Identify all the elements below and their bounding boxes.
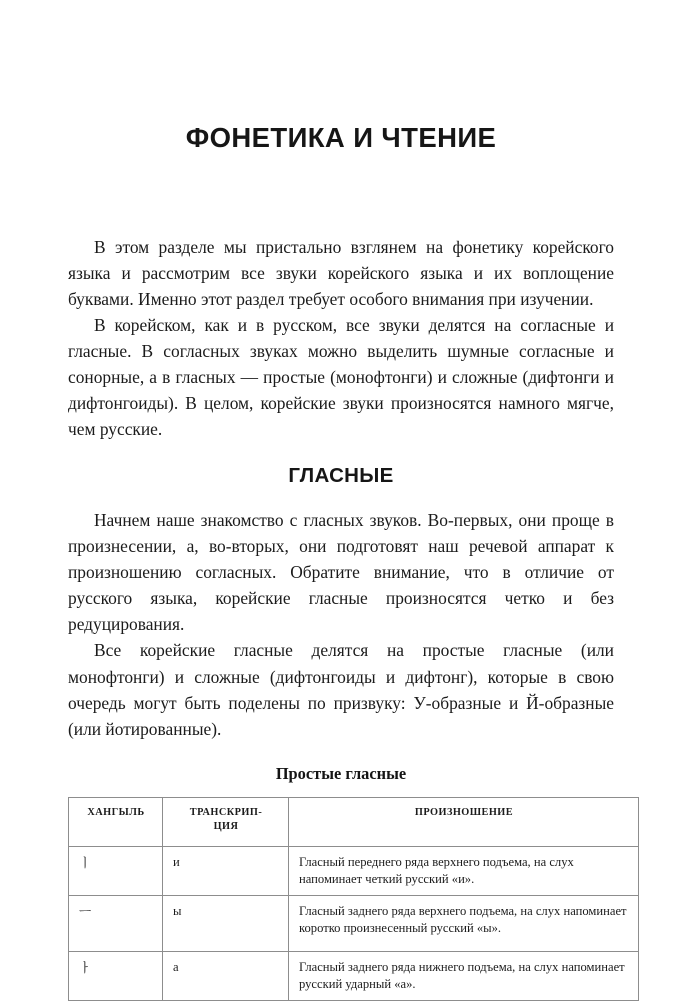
cell-hangul: ㅡ xyxy=(69,895,163,951)
paragraph-3: Начнем наше знакомство с гласных звуков. Во-первых, они проще в произнесении, а, во-вторых, они подготовят наш речевой аппарат к произношению согласных. Обратите внимание, что в отличие от русского языка, корейские гласные произносятся четко и без редуцирования. xyxy=(68,509,614,635)
vowel-table-wrapper xyxy=(68,797,627,1001)
paragraph-4: Все корейские гласные делятся на простые гласные (или монофтонги) и сложные (дифтонгоиды и дифтонг), которые в свою очередь могут быть поделены по призвуку: У-образные и Й-образные (или йотированные). xyxy=(68,640,614,739)
chapter-title: ФОНЕТИКА И ЧТЕНИЕ xyxy=(185,122,497,153)
section-heading-vowels: ГЛАСНЫЕ xyxy=(288,464,394,488)
table-row xyxy=(69,846,639,895)
table-body xyxy=(69,846,639,1000)
cell-hangul: ㅣ xyxy=(69,846,163,895)
cell-transcription: а xyxy=(163,951,289,1000)
table-caption: Простые гласные xyxy=(275,763,407,783)
cell-pronunciation: Гласный заднего ряда нижнего подъема, на слух напоминает русский ударный «а». xyxy=(289,951,639,1000)
paragraph-2: В корейском, как и в русском, все звуки делятся на согласные и гласные. В согласных звуках можно выделить шумные согласные и сонорные, а в гласных — простые (монофтонги) и сложные (дифтонги и дифтонгоиды). В целом, корейские звуки произносятся намного мягче, чем русские. xyxy=(68,314,614,440)
column-header-hangul: ХАНГЫЛЬ xyxy=(69,797,163,846)
table-head xyxy=(69,797,639,846)
column-header-transcription-line1: ТРАНСКРИП- xyxy=(189,806,263,818)
table-header-row xyxy=(69,797,639,846)
cell-pronunciation: Гласный переднего ряда верхнего подъема, на слух напоминает четкий русский «и». xyxy=(289,846,639,895)
table-row xyxy=(69,951,639,1000)
column-header-pronunciation: ПРОИЗНОШЕНИЕ xyxy=(289,797,639,846)
page-content xyxy=(68,0,627,1001)
column-header-transcription-line2: ЦИЯ xyxy=(213,821,239,833)
cell-pronunciation: Гласный заднего ряда верхнего подъема, на слух напоминает коротко произнесенный русский «ы». xyxy=(289,895,639,951)
simple-vowels-table xyxy=(68,797,639,1001)
cell-hangul: ㅏ xyxy=(69,951,163,1000)
table-row xyxy=(69,895,639,951)
cell-transcription: и xyxy=(163,846,289,895)
column-header-transcription xyxy=(163,797,289,846)
intro-paragraph-block xyxy=(68,234,614,443)
paragraph-1: В этом разделе мы пристально взглянем на фонетику корейского языка и рассмотрим все звуки корейского языка и их воплощение буквами. Именно этот раздел требует особого внимания при изучении. xyxy=(68,236,614,309)
cell-transcription: ы xyxy=(163,895,289,951)
